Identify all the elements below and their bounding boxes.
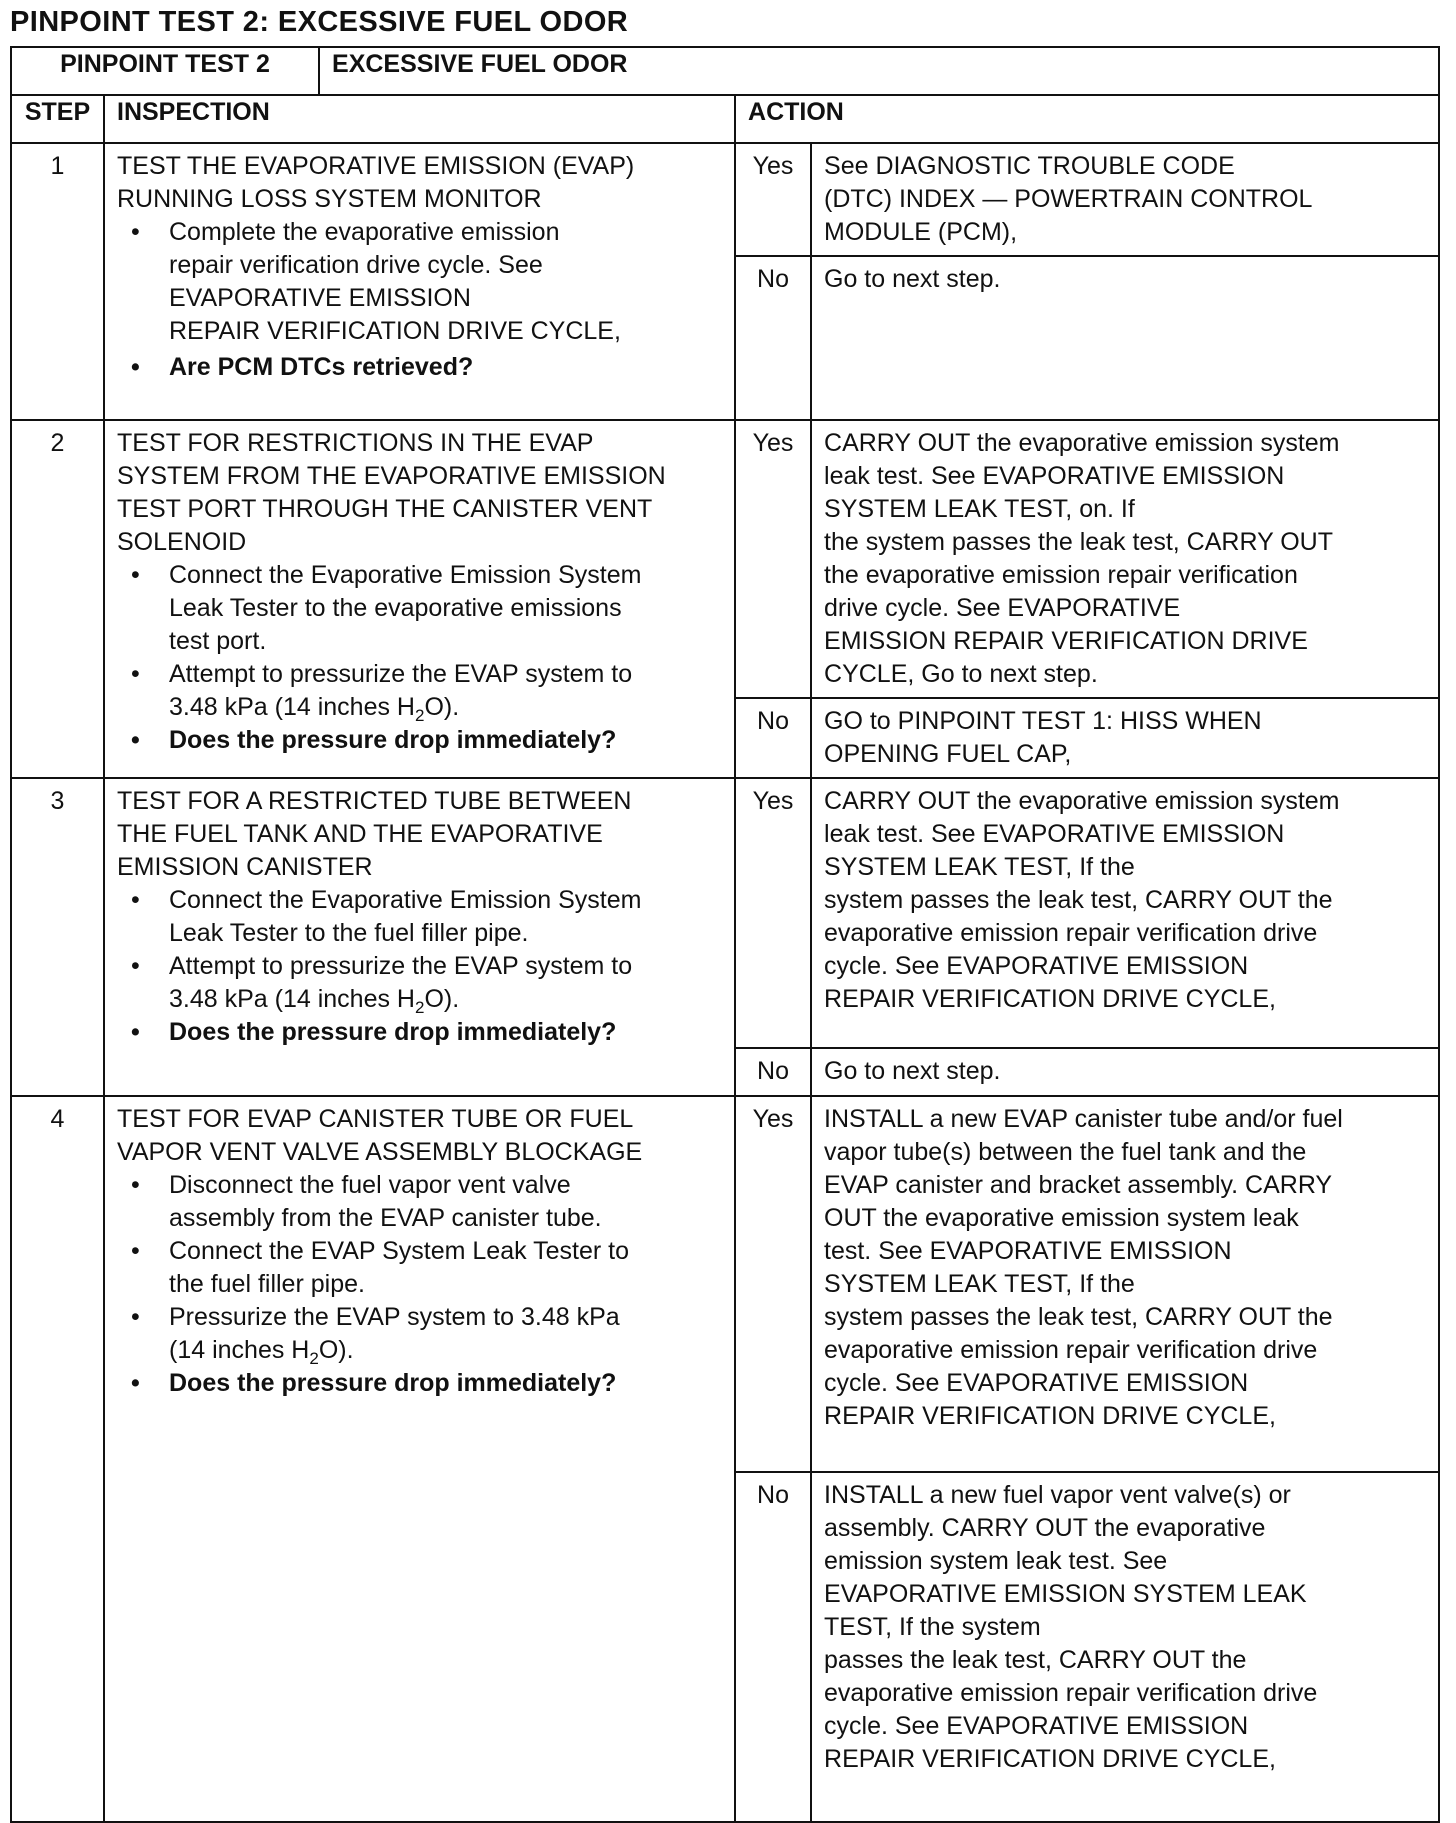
inspection-bullet: • Connect the EVAP System Leak Tester to the fuel filler pipe. — [117, 1235, 724, 1301]
inspection-question: • Does the pressure drop immediately? — [117, 1367, 724, 1400]
step-title-line: THE FUEL TANK AND THE EVAPORATIVE — [117, 820, 603, 848]
inspection-question: • Does the pressure drop immediately? — [117, 724, 724, 757]
yes-label: Yes — [735, 420, 811, 698]
step-number: 3 — [11, 778, 104, 1096]
column-header-row — [11, 95, 1439, 143]
test-title-row — [11, 47, 1439, 95]
page-title: PINPOINT TEST 2: EXCESSIVE FUEL ODOR — [10, 6, 629, 38]
step-title-line: RUNNING LOSS SYSTEM MONITOR — [117, 185, 542, 213]
pinpoint-test-table — [10, 46, 1440, 1823]
inspection-bullet: • Attempt to pressurize the EVAP system to 3.48 kPa (14 inches $H_2O$). — [117, 658, 724, 724]
step-inspection — [104, 778, 735, 1096]
no-action: GO to PINPOINT TEST 1: HISS WHEN OPENING FUEL CAP, — [811, 698, 1439, 778]
step-title-line: SOLENOID — [117, 528, 247, 556]
step-1-yes-row — [11, 143, 1439, 256]
step-column-header: STEP — [11, 95, 104, 143]
inspection-bullet: • Disconnect the fuel vapor vent valve assembly from the EVAP canister tube. — [117, 1169, 724, 1235]
yes-action: CARRY OUT the evaporative emission system leak test. See EVAPORATIVE EMISSION SYSTEM LEAK TEST, on. If the system passes the leak test, CARRY OUT the evaporative emission repair verification drive cycle. See EVAPORATIVE EMISSION REPAIR VERIFICATION DRIVE CYCLE, Go to next step. — [811, 420, 1439, 698]
inspection-question: • Are PCM DTCs retrieved? — [117, 351, 724, 384]
no-label: No — [735, 1048, 811, 1096]
inspection-bullet: • Complete the evaporative emission repair verification drive cycle. See EVAPORATIVE EMISSION REPAIR VERIFICATION DRIVE CYCLE, — [117, 216, 724, 348]
no-label: No — [735, 256, 811, 420]
no-label: No — [735, 1472, 811, 1822]
step-title-line: TEST THE EVAPORATIVE EMISSION (EVAP) — [117, 152, 635, 180]
no-action: Go to next step. — [811, 1048, 1439, 1096]
yes-label: Yes — [735, 1096, 811, 1472]
step-inspection — [104, 1096, 735, 1822]
step-title-line: TEST FOR RESTRICTIONS IN THE EVAP — [117, 429, 594, 457]
step-title-line: VAPOR VENT VALVE ASSEMBLY BLOCKAGE — [117, 1138, 643, 1166]
inspection-bullet: • Connect the Evaporative Emission System Leak Tester to the fuel filler pipe. — [117, 884, 724, 950]
no-action: Go to next step. — [811, 256, 1439, 420]
yes-label: Yes — [735, 778, 811, 1048]
yes-label: Yes — [735, 143, 811, 256]
step-inspection — [104, 420, 735, 778]
step-inspection — [104, 143, 735, 420]
step-title-line: TEST FOR A RESTRICTED TUBE BETWEEN — [117, 787, 632, 815]
inspection-question: • Does the pressure drop immediately? — [117, 1016, 724, 1049]
step-title-line: TEST FOR EVAP CANISTER TUBE OR FUEL — [117, 1105, 634, 1133]
action-column-header: ACTION — [735, 95, 1439, 143]
yes-action: INSTALL a new EVAP canister tube and/or fuel vapor tube(s) between the fuel tank and the EVAP canister and bracket assembly. CARRY OUT the evaporative emission system leak test. See EVAPORATIVE EMISSION SYSTEM LEAK TEST, If the system passes the leak test, CARRY OUT the evaporative emission repair verification drive cycle. See EVAPORATIVE EMISSION REPAIR VERIFICATION DRIVE CYCLE, — [811, 1096, 1439, 1472]
inspection-bullet: • Connect the Evaporative Emission System Leak Tester to the evaporative emissions test port. — [117, 559, 724, 658]
inspection-bullet: • Pressurize the EVAP system to 3.48 kPa (14 inches $H_2O$). — [117, 1301, 724, 1367]
step-3-yes-row — [11, 778, 1439, 1048]
yes-action: CARRY OUT the evaporative emission system leak test. See EVAPORATIVE EMISSION SYSTEM LEAK TEST, If the system passes the leak test, CARRY OUT the evaporative emission repair verification drive cycle. See EVAPORATIVE EMISSION REPAIR VERIFICATION DRIVE CYCLE, — [811, 778, 1439, 1048]
test-id-cell: PINPOINT TEST 2 — [11, 47, 319, 95]
inspection-bullet: • Attempt to pressurize the EVAP system to 3.48 kPa (14 inches $H_2O$). — [117, 950, 724, 1016]
no-action: INSTALL a new fuel vapor vent valve(s) or assembly. CARRY OUT the evaporative emission system leak test. See EVAPORATIVE EMISSION SYSTEM LEAK TEST, If the system passes the leak test, CARRY OUT the evaporative emission repair verification drive cycle. See EVAPORATIVE EMISSION REPAIR VERIFICATION DRIVE CYCLE, — [811, 1472, 1439, 1822]
step-title-line: TEST PORT THROUGH THE CANISTER VENT — [117, 495, 653, 523]
step-title-line: EMISSION CANISTER — [117, 853, 373, 881]
step-number: 1 — [11, 143, 104, 420]
test-name-cell: EXCESSIVE FUEL ODOR — [319, 47, 1439, 95]
step-number: 4 — [11, 1096, 104, 1822]
no-label: No — [735, 698, 811, 778]
inspection-column-header: INSPECTION — [104, 95, 735, 143]
step-4-yes-row — [11, 1096, 1439, 1472]
step-title-line: SYSTEM FROM THE EVAPORATIVE EMISSION — [117, 462, 666, 490]
step-number: 2 — [11, 420, 104, 778]
step-2-yes-row — [11, 420, 1439, 698]
yes-action: See DIAGNOSTIC TROUBLE CODE (DTC) INDEX — POWERTRAIN CONTROL MODULE (PCM), — [811, 143, 1439, 256]
